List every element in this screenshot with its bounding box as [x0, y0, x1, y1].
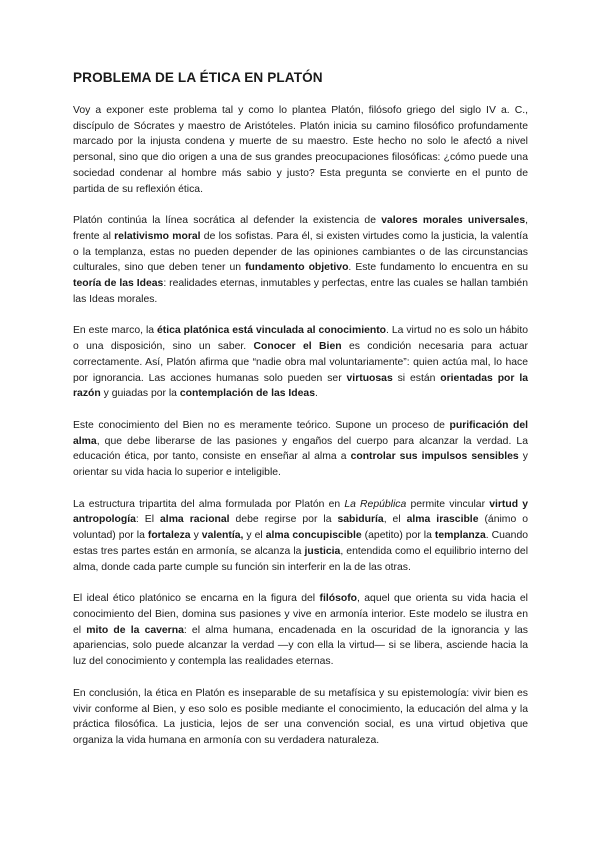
text-run: , entendida como el equilibrio interno del alma, donde cada parte cumple su función sin interferir en la de las otras.	[73, 545, 528, 573]
text-run: : el alma humana, encadenada en la oscuridad de la ignorancia y las apariencias, solo puede alcanzar la verdad —y con ella la virtud— si se libera, asciende hacia la luz del conocimiento y contempla las realidades eternas.	[73, 624, 529, 668]
bold-text: fundamento objetivo	[245, 262, 349, 274]
bold-text: virtud y antropología	[73, 498, 529, 526]
bold-text: justicia	[304, 545, 341, 557]
bold-text: filósofo	[319, 593, 357, 605]
text-run: , el	[383, 514, 407, 526]
text-run: Platón continúa la línea socrática al defender la existencia de	[73, 215, 382, 227]
text-run: debe regirse por la	[229, 514, 338, 526]
text-run: . La virtud no es solo un hábito o una disposición, sino un saber.	[73, 325, 528, 353]
text-run: En este marco, la	[73, 325, 158, 337]
paragraph	[73, 213, 528, 307]
text-run: , aquel que orienta su vida hacia el conocimiento del Bien, domina sus pasiones y vive en armonía interior. Este modelo se ilustra en el	[73, 593, 528, 636]
bold-text: alma concupiscible	[265, 530, 362, 542]
text-run: de los sofistas. Para él, si existen virtudes como la justicia, la valentía o la templanza, estas no pueden depender de las opiniones cambiantes o de las circunstancias culturales, sino que deben tener un	[73, 230, 528, 274]
text-run: (apetito) por la	[361, 530, 435, 542]
italic-text: La República	[344, 498, 407, 510]
bold-text: valores morales universales	[381, 215, 526, 227]
paragraph	[73, 418, 528, 481]
text-run: . Cuando estas tres partes están en armonía, se alcanza la	[73, 530, 529, 557]
bold-text: virtuosas	[346, 372, 393, 384]
paragraph	[73, 323, 528, 402]
bold-text: templanza	[434, 530, 486, 542]
text-run: y	[190, 530, 202, 542]
bold-text: alma racional	[160, 514, 230, 526]
text-run: Voy a exponer este problema tal y como lo plantea Platón, filósofo griego del siglo IV a. C., discípulo de Sócrates y maestro de Aristóteles. Platón inicia su camino filosófico profundamente marcado por la injusta condena y muerte de su maestro. Este hecho no solo le afectó a nivel personal, sino que dio origen a una de sus grandes preocupaciones filosóficas: ¿cómo puede una sociedad condenar al hombre más sabio y justo? Esta pregunta se convierte en el punto de partida de su reflexión ética.	[73, 105, 528, 195]
bold-text: ética platónica está vinculada al conocimiento	[157, 325, 387, 337]
paragraph	[73, 103, 528, 197]
text-run: , frente al	[73, 215, 528, 242]
bold-text: controlar sus impulsos sensibles	[350, 451, 519, 463]
text-run: permite vincular	[406, 498, 490, 510]
text-run: La estructura tripartita del alma formulada por Platón en	[73, 498, 345, 510]
document-body	[73, 103, 528, 749]
document-title: PROBLEMA DE LA ÉTICA EN PLATÓN	[73, 70, 323, 85]
bold-text: purificación del alma	[73, 419, 528, 447]
bold-text: mito de la caverna	[86, 624, 184, 636]
text-run: es condición necesaria para actuar correctamente. Así, Platón afirma que “nadie obra mal voluntariamente”: quien actúa mal, lo hace por ignorancia. Las acciones humanas solo pueden ser	[73, 341, 528, 384]
document-page	[73, 70, 528, 765]
paragraph	[73, 497, 528, 576]
text-run: . Este fundamento lo encuentra en su	[348, 262, 529, 274]
bold-text: contemplación de las Ideas	[179, 388, 315, 400]
bold-text: valentía,	[201, 530, 244, 542]
text-run: : El	[135, 514, 161, 526]
bold-text: sabiduría	[337, 514, 384, 526]
text-run: Este conocimiento del Bien no es meramente teórico. Supone un proceso de	[73, 419, 450, 431]
bold-text: teoría de las Ideas	[73, 278, 164, 290]
text-run: y el	[243, 530, 266, 542]
text-run: En conclusión, la ética en Platón es inseparable de su metafísica y su epistemología: vivir bien es vivir conforme al Bien, y eso solo es posible mediante el conocimiento, la educación del alma y la práctica filosófica. La justicia, lejos de ser una convención social, es una virtud objetiva que organiza la vida humana en armonía con su verdadera naturaleza.	[73, 687, 528, 746]
text-run: si están	[392, 372, 441, 384]
paragraph	[73, 686, 528, 749]
text-run: y guiadas por la	[100, 388, 180, 400]
bold-text: alma irascible	[406, 514, 479, 526]
text-run: El ideal ético platónico se encarna en la figura del	[73, 593, 320, 605]
text-run: .	[314, 388, 318, 400]
text-run: (ánimo o voluntad) por la	[73, 514, 528, 542]
text-run: y orientar su vida hacia lo superior e inteligible.	[73, 451, 528, 479]
bold-text: fortaleza	[147, 530, 191, 542]
bold-text: relativismo moral	[114, 230, 201, 242]
bold-text: Conocer el Bien	[253, 341, 342, 353]
text-run: , que debe liberarse de las pasiones y engaños del cuerpo para alcanzar la verdad. La educación ética, por tanto, consiste en enseñar al alma a	[73, 435, 528, 463]
paragraph	[73, 591, 528, 670]
text-run: : realidades eternas, inmutables y perfectas, entre las cuales se hallan también las Ideas morales.	[73, 278, 528, 305]
bold-text: orientadas por la razón	[73, 372, 528, 400]
